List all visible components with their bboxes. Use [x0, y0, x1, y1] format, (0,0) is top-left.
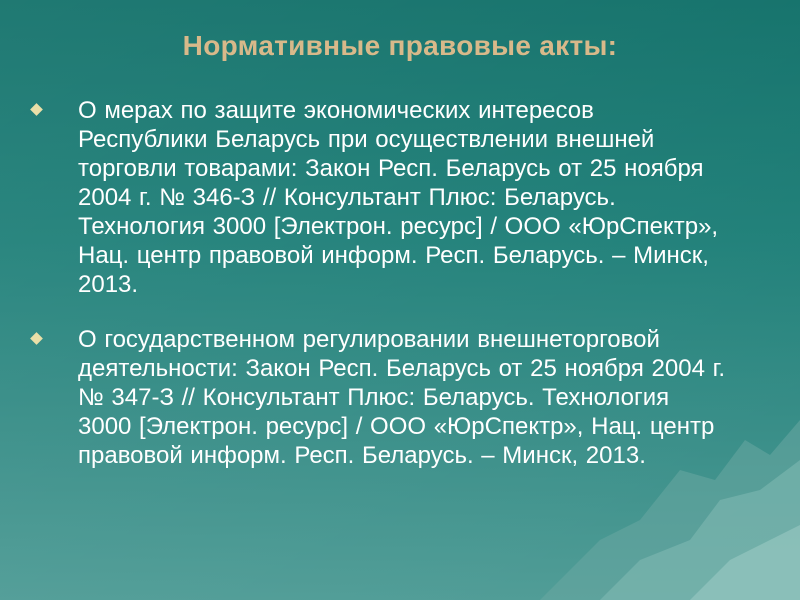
diamond-bullet-icon	[30, 332, 43, 345]
diamond-bullet-icon	[30, 103, 43, 116]
bullet-list	[30, 96, 730, 496]
bullet-text: О государственном регулировании внешнеторговой деятельности: Закон Респ. Беларусь от 25 ноября 2004 г. № 347-З // Консультант Плюс: Беларусь. Технология 3000 [Электрон. ресурс] / ООО «ЮрСпектр», Нац. центр правовой информ. Респ. Беларусь. – Минск, 2013.	[78, 326, 726, 469]
slide-title: Нормативные правовые акты:	[182, 30, 618, 61]
bullet-text: О мерах по защите экономических интересов Республики Беларусь при осуществлении внешней торговли товарами: Закон Респ. Беларусь от 25 ноября 2004 г. № 346-З // Консультант Плюс: Беларусь. Технология 3000 [Электрон. ресурс] / ООО «ЮрСпектр», Нац. центр правовой информ. Респ. Беларусь. – Минск, 2013.	[78, 97, 719, 298]
list-item	[30, 325, 730, 470]
list-item	[30, 96, 730, 299]
